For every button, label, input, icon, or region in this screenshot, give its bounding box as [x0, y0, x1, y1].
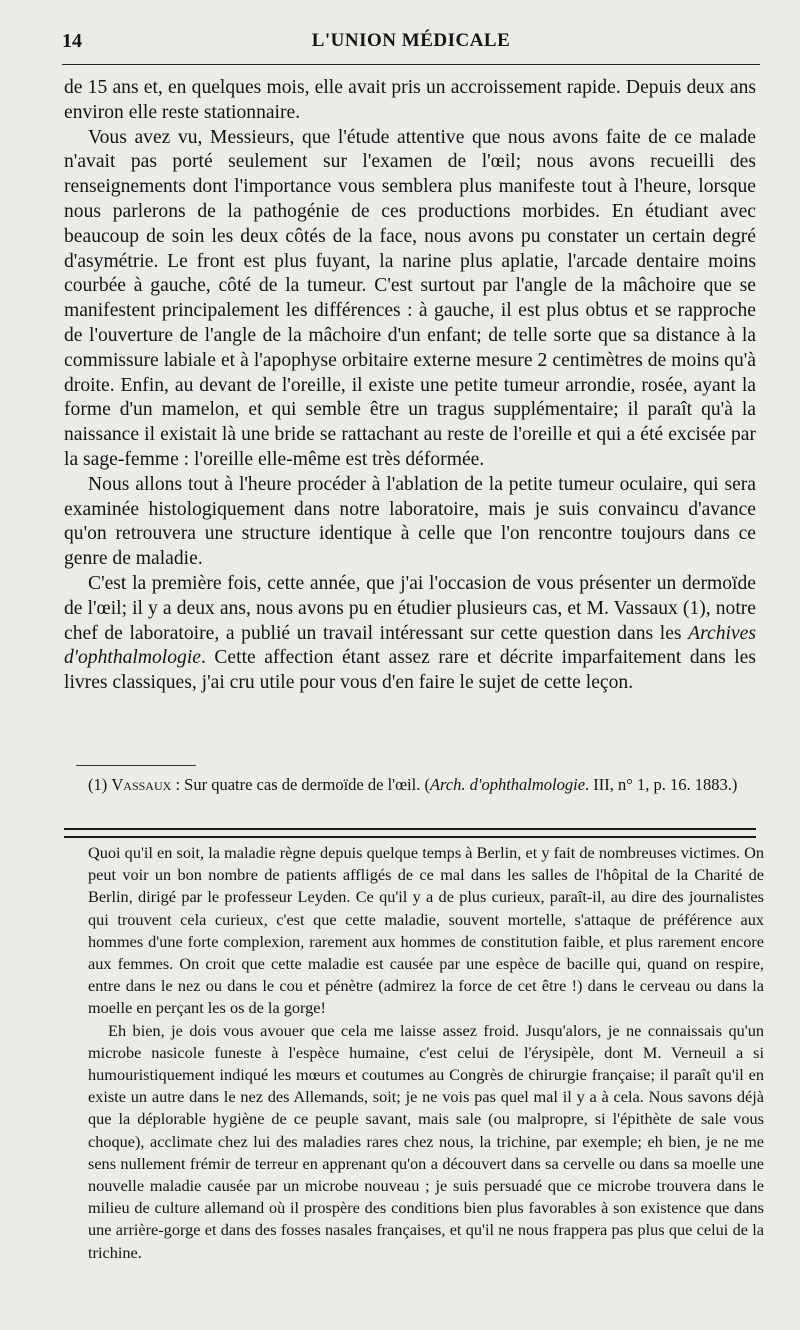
body-paragraph-4-text-a: C'est la première fois, cette année, que j'ai l'occasion de vous présenter un dermoïde de l'œil; il y a deux ans, nous avons pu en étudier plusieurs cas, et M. Vassaux (1), notre chef de laboratoire, a publié un travail intéressant sur cette question dans les [64, 572, 756, 644]
body-paragraph-1: de 15 ans et, en quelques mois, elle avait pris un accroissement rapide. Depuis deux ans environ elle reste stationnaire. [64, 77, 756, 123]
page-header [62, 30, 760, 62]
body-paragraph-4 [64, 572, 756, 696]
lecture-body [64, 76, 756, 696]
body-paragraph-4-text-b: . Cette affection étant assez rare et décrite imparfaitement dans les livres classiques, j'ai cru utile pour vous d'en faire le sujet de cette leçon. [64, 647, 756, 694]
article-paragraph-1: Quoi qu'il en soit, la maladie règne depuis quelque temps à Berlin, et y fait de nombreuses victimes. On peut voir un bon nombre de patients affligés de ce mal dans les salles de l'hôpital de la Charité de Berlin, dirigé par le professeur Leyden. Ce qu'il y a de plus curieux, paraît-il, au dire des journalistes qui trouvent cela curieux, c'est que cette maladie, souvent mortelle, s'attaque de préférence aux hommes d'une forte complexion, rarement aux hommes de constitution faible, et plus rarement encore aux femmes. On croit que cette maladie est causée par une espèce de bacille qui, quand on respire, entre dans le nez ou dans le cou et pénètre (admirez la force de cet être !) dans le cerveau ou dans la moelle en perçant les os de la gorge! [88, 843, 764, 1018]
footnote-rule [76, 765, 196, 766]
article-paragraph-2: Eh bien, je dois vous avouer que cela me laisse assez froid. Jusqu'alors, je ne connaissais qu'un microbe nasicole funeste à l'espèce humaine, c'est celui de l'érysipèle, dont M. Verneuil a si humouristiquement indiqué les mœurs et coutumes au Congrès de chirurgie française; il paraît qu'il en existe un autre dans le nez des Allemands, soit; je ne vois pas quel mal il y a à cela. Nous savons déjà que la déplorable hygiène de ce peuple savant, mais sale (ou malpropre, si l'épithète de sale vous choque), acclimate chez lui des maladies rares chez nous, la trichine, par exemple; eh bien, je ne me sens nullement frémir de terreur en apprenant qu'on a découvert dans sa cervelle ou dans sa moelle une nouvelle maladie causée par un microbe nouveau ; je suis persuadé que ce microbe trouvera dans le milieu de culture allemand où il prospère des conditions bien plus favorables à son existence que dans une arrière-gorge et dans des fosses nasales françaises, et qu'il ne nous frappera pas plus que celui de la trichine. [88, 1020, 764, 1262]
footnote [64, 774, 756, 796]
section-divider [64, 828, 756, 838]
journal-title: Archives d'ophthalmologie [64, 622, 756, 669]
page-number: 14 [62, 30, 82, 52]
footnote-journal: Arch. d'ophthalmologie [429, 775, 586, 794]
body-paragraph-2: Vous avez vu, Messieurs, que l'étude attentive que nous avons faite de ce malade n'avait pas porté seulement sur l'examen de l'œil; nous avons recueilli des renseignements dont l'importance vous semblera plus manifeste tout à l'heure, lorsque nous parlerons de la pathogénie de ces productions morbides. En étudiant avec beaucoup de soin les deux côtés de la face, nous avons pu constater un certain degré d'asymétrie. Le front est plus fuyant, la narine plus aplatie, l'arcade dentaire moins courbée à gauche, côté de la tumeur. C'est surtout par l'angle de la mâchoire que se manifestent principalement les différences : à gauche, il est plus obtus et se rapproche de l'ouverture de l'angle de la mâchoire d'un enfant; de telle sorte que sa distance à la commissure labiale et à l'apophyse orbitaire externe mesure 2 centimètres de moins qu'à droite. Enfin, au devant de l'oreille, il existe une petite tumeur arrondie, rosée, ayant la forme d'un mamelon, et qui semble être un tragus supplémentaire; il paraît qu'à la naissance il existait là une bride se rattachant au reste de l'oreille et qui a été excisée par la sage-femme : l'oreille elle-même est très déformée. [64, 126, 756, 470]
footnote-text-b: . III, n° 1, p. 16. 1883.) [585, 775, 738, 794]
running-title: L'UNION MÉDICALE [311, 30, 511, 51]
body-paragraph-3: Nous allons tout à l'heure procéder à l'ablation de la petite tumeur oculaire, qui sera examinée histologiquement dans notre laboratoire, mais je suis convaincu d'avance qu'on retrouvera une structure identique à celle que l'on rencontre toujours dans ce genre de maladie. [64, 473, 756, 570]
footnote-text-a: : Sur quatre cas de dermoïde de l'œil. ( [171, 775, 430, 794]
footnote-marker: (1) [88, 775, 108, 794]
article-body [88, 842, 764, 1264]
footnote-author: Vassaux [111, 775, 172, 794]
header-rule [62, 64, 760, 65]
